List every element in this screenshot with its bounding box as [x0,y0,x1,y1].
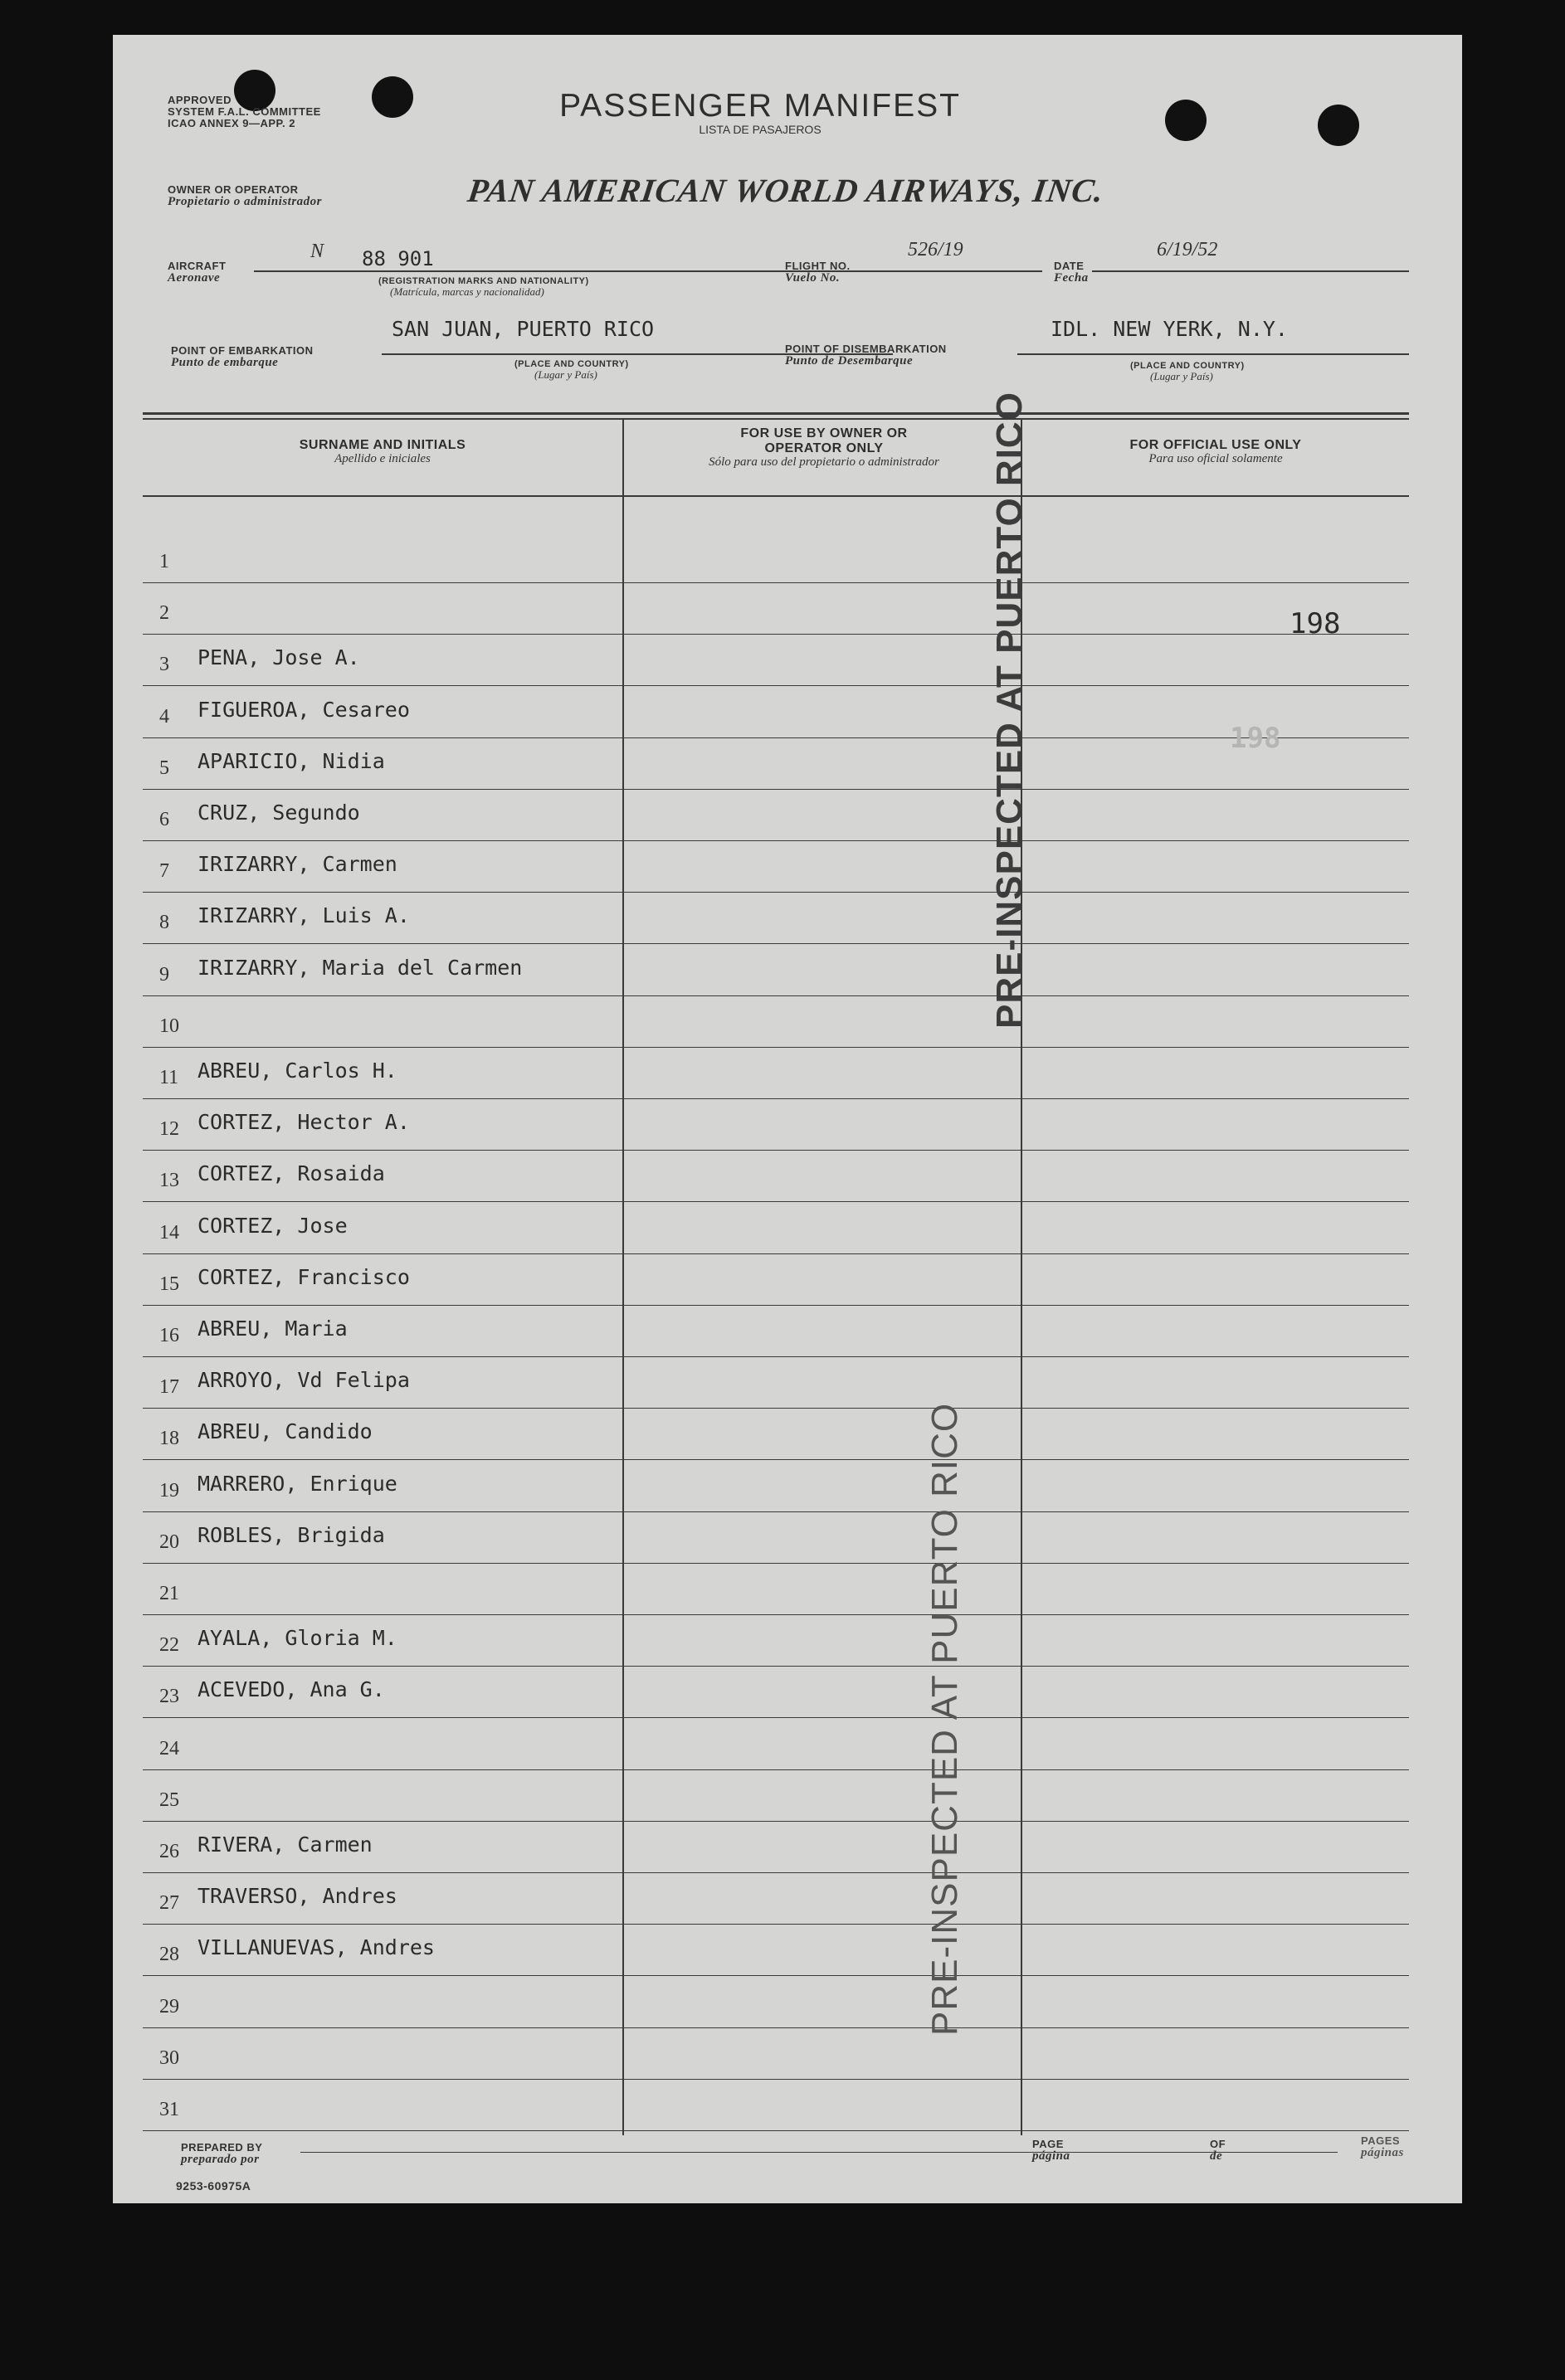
owner-label-es: Propietario o administrador [168,195,323,208]
approval-line: APPROVED [168,94,232,106]
embarkation-label-block [171,345,314,369]
passenger-name: ROBLES, Brigida [197,1523,385,1547]
page-label-block [1032,2139,1070,2163]
col-header-official-label: FOR OFFICIAL USE ONLY [1129,438,1302,452]
date-value: 6/19/52 [1157,239,1218,260]
prepared-by-label: PREPARED BY [181,2141,263,2154]
official-number-faint: 198 [1230,722,1281,755]
page-title: PASSENGER MANIFEST [559,88,961,124]
disembarkation-label-es: Punto de Desembarque [785,354,914,367]
row-number: 6 [159,809,169,830]
passenger-name: ABREU, Candido [197,1419,373,1443]
row-number: 7 [159,860,169,882]
page-subtitle: LISTA DE PASAJEROS [699,123,822,136]
prepared-by-block [181,2142,262,2166]
row-number: 28 [159,1944,179,1965]
embarkation-value: SAN JUAN, PUERTO RICO [392,317,655,341]
passenger-name: FIGUEROA, Cesareo [197,698,410,722]
row-number: 9 [159,964,169,986]
flight-label: FLIGHT NO. [785,260,851,272]
row-number: 5 [159,757,169,779]
passenger-name: CRUZ, Segundo [197,801,360,825]
approval-block [168,95,321,129]
row-number: 16 [159,1325,179,1346]
prepared-by-es: preparado por [181,2153,260,2166]
row-number: 26 [159,1841,179,1862]
row-number: 31 [159,2099,179,2120]
aircraft-value: 88 901 [362,247,434,270]
passenger-name: CORTEZ, Jose [197,1214,348,1238]
col-header-surname-label: SURNAME AND INITIALS [299,438,466,452]
passenger-name: AYALA, Gloria M. [197,1626,397,1650]
passenger-name: TRAVERSO, Andres [197,1884,397,1908]
row-number: 27 [159,1892,179,1914]
row-number: 19 [159,1480,179,1501]
preinspection-stamp-bottom: PRE-INSPECTED AT PUERTO RICO [924,1402,965,2036]
col-header-official [1022,438,1409,465]
of-label-block [1210,2139,1226,2163]
official-number: 198 [1290,607,1341,640]
row-number: 20 [159,1531,179,1553]
col-header-owner [707,426,941,469]
aircraft-prefix: N [310,241,324,262]
approval-line: ICAO ANNEX 9—APP. 2 [168,117,295,129]
row-number: 4 [159,706,169,728]
row-number: 15 [159,1273,179,1295]
passenger-name: IRIZARRY, Maria del Carmen [197,956,523,980]
row-number: 11 [159,1067,179,1088]
aircraft-label-es: Aeronave [168,271,221,285]
disembarkation-value: IDL. NEW YERK, N.Y. [1051,317,1288,341]
passenger-name: ABREU, Carlos H. [197,1059,397,1083]
preinspection-stamp-top: PRE-INSPECTED AT PUERTO RICO [989,392,1030,1029]
col-header-owner-label: FOR USE BY OWNER OR OPERATOR ONLY [740,426,908,455]
page-label-es: página [1032,2149,1070,2163]
punch-hole [372,76,413,118]
flight-value: 526/19 [908,239,963,260]
row-number: 1 [159,551,169,572]
row-number: 10 [159,1015,179,1037]
row-number: 30 [159,2047,179,2069]
passenger-name: APARICIO, Nidia [197,749,385,773]
of-label: OF [1210,2138,1226,2150]
page-label: PAGE [1032,2138,1064,2150]
row-number: 22 [159,1634,179,1656]
passenger-name: MARRERO, Enrique [197,1472,397,1496]
embarkation-note: (PLACE AND COUNTRY) [514,359,629,369]
row-number: 8 [159,912,169,933]
passenger-name: CORTEZ, Rosaida [197,1161,385,1185]
owner-label-block [168,184,322,208]
flight-label-block [785,260,851,285]
punch-hole [1165,100,1207,141]
form-number: 9253-60975A [176,2179,251,2193]
disembarkation-label: POINT OF DISEMBARKATION [785,343,947,355]
row-number: 29 [159,1996,179,2017]
passenger-name: IRIZARRY, Luis A. [197,903,410,927]
manifest-sheet [113,35,1462,2203]
disembarkation-note-es: (Lugar y País) [1150,370,1213,382]
passenger-name: ARROYO, Vd Felipa [197,1368,410,1392]
row-number: 21 [159,1583,179,1604]
disembarkation-note: (PLACE AND COUNTRY) [1130,361,1245,371]
owner-label: OWNER OR OPERATOR [168,183,299,196]
flight-label-es: Vuelo No. [785,271,841,285]
passenger-name: IRIZARRY, Carmen [197,852,397,876]
passenger-name: PENA, Jose A. [197,645,360,669]
pages-label: PAGES [1361,2134,1401,2147]
passenger-name: ABREU, Maria [197,1317,348,1341]
col-header-official-es: Para uso oficial solamente [1148,452,1283,465]
owner-value: PAN AMERICAN WORLD AIRWAYS, INC. [465,172,1107,209]
embarkation-label: POINT OF EMBARKATION [171,344,314,357]
disembarkation-label-block [785,343,947,367]
row-number: 2 [159,602,169,624]
of-label-es: de [1210,2149,1223,2163]
passenger-name: ACEVEDO, Ana G. [197,1677,385,1701]
row-number: 24 [159,1738,179,1759]
embarkation-label-es: Punto de embarque [171,356,279,369]
row-number: 18 [159,1428,179,1449]
aircraft-label-block [168,260,226,285]
approval-line: SYSTEM F.A.L. COMMITTEE [168,105,321,118]
aircraft-note-es: (Matrícula, marcas y nacionalidad) [390,285,544,298]
passenger-name: RIVERA, Carmen [197,1832,373,1857]
date-label-es: Fecha [1054,271,1089,285]
aircraft-label: AIRCRAFT [168,260,227,272]
col-header-owner-es: Sólo para uso del propietario o administrador [709,455,939,469]
row-number: 13 [159,1170,179,1191]
row-number: 12 [159,1118,179,1140]
row-number: 3 [159,654,169,675]
row-number: 14 [159,1222,179,1244]
row-number: 23 [159,1686,179,1707]
punch-hole [1318,105,1359,146]
pages-label-block [1361,2135,1404,2159]
embarkation-note-es: (Lugar y País) [534,368,597,381]
row-number: 25 [159,1789,179,1811]
date-label-block [1054,260,1089,285]
pages-label-es: páginas [1361,2146,1404,2159]
col-header-surname-es: Apellido e iniciales [334,452,431,465]
aircraft-note: (REGISTRATION MARKS AND NATIONALITY) [378,276,589,286]
passenger-name: CORTEZ, Hector A. [197,1110,410,1134]
passenger-name: VILLANUEVAS, Andres [197,1935,435,1959]
row-number: 17 [159,1376,179,1398]
col-header-surname [143,438,622,465]
passenger-name: CORTEZ, Francisco [197,1265,410,1289]
title-block [544,88,976,136]
date-label: DATE [1054,260,1085,272]
